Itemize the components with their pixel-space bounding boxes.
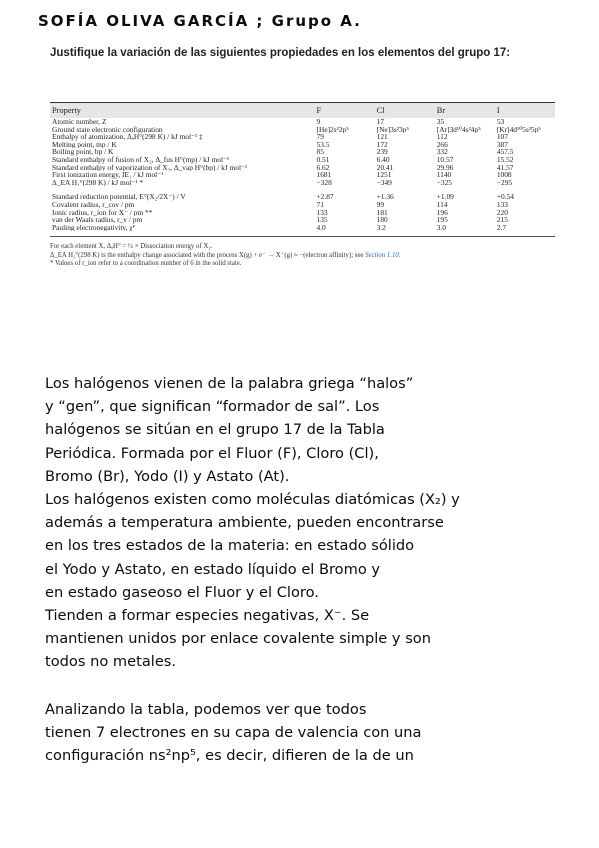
footnote-electron-affinity-text: Δ_EA H₁°(298 K) is the enthalpy change associated with the process X(g) + e⁻ → X⁻(g) ≈ −(electron affinity); see xyxy=(50,251,366,259)
handwritten-line: además a temperatura ambiente, pueden encontrarse xyxy=(45,514,444,532)
property-value-cell: 135 xyxy=(316,216,328,224)
property-value-cell: 387 xyxy=(496,140,508,149)
property-value-cell: 17 xyxy=(376,118,385,126)
property-value-cell: 6.62 xyxy=(316,163,330,172)
property-value-cell: 114 xyxy=(436,200,448,209)
handwritten-line: el Yodo y Astato, en estado líquido el Bromo y xyxy=(45,560,381,578)
footnote-atomization: For each element X, ΔₐH° = ½ × Dissociation energy of X₂. xyxy=(50,243,213,251)
property-value-cell: 1008 xyxy=(496,171,512,179)
table-row xyxy=(50,179,555,187)
property-value-cell: 29.96 xyxy=(436,163,454,172)
property-value-cell: 20.41 xyxy=(376,163,394,172)
column-header-property: Property xyxy=(50,103,315,118)
table-row xyxy=(50,156,555,164)
table-row xyxy=(50,118,555,126)
handwritten-paragraph-1 xyxy=(45,372,575,674)
property-value-cell: 332 xyxy=(436,148,448,156)
property-value-cell: 6.40 xyxy=(376,155,390,164)
property-value-cell: 215 xyxy=(496,216,508,224)
property-name-cell: Ionic radius, r_ion for X⁻ / pm ** xyxy=(52,208,153,217)
property-value-cell: 41.57 xyxy=(496,163,514,172)
footnote-electron-affinity xyxy=(50,252,555,260)
property-name-cell: Standard enthalpy of fusion of X₂, Δ_fus H°(mp) / kJ mol⁻¹ xyxy=(52,155,230,164)
property-value-cell: 53 xyxy=(496,118,505,126)
property-value-cell: 1140 xyxy=(436,171,452,179)
table-row xyxy=(50,164,555,172)
table-body-group1 xyxy=(50,118,555,186)
property-value-cell: 9 xyxy=(316,118,321,126)
property-name-cell: Melting point, mp / K xyxy=(52,140,117,149)
property-value-cell: −295 xyxy=(496,178,513,187)
property-value-cell: [Ne]3s²3p⁵ xyxy=(376,125,409,134)
column-header-br: Br xyxy=(435,103,495,118)
property-value-cell: −349 xyxy=(376,178,392,187)
property-value-cell: 71 xyxy=(316,200,324,209)
property-name-cell: van der Waals radius, r_v / pm xyxy=(52,216,143,224)
table-row xyxy=(50,141,555,149)
handwritten-line: en estado gaseoso el Fluor y el Cloro. xyxy=(45,583,319,601)
property-name-cell: Covalent radius, r_cov / pm xyxy=(52,200,135,209)
property-value-cell: 10.57 xyxy=(436,155,454,164)
property-value-cell: 220 xyxy=(496,208,508,217)
question-heading: Justifique la variación de las siguientes propiedades en los elementos del grupo 17: xyxy=(50,47,511,59)
handwritten-line: en los tres estados de la materia: en estado sólido xyxy=(45,537,415,555)
property-value-cell: [He]2s²2p⁵ xyxy=(316,125,349,134)
table-row xyxy=(50,148,555,156)
handwritten-line: tienen 7 electrones en su capa de valencia con una xyxy=(45,723,422,741)
footnote-ionic-radius: * Values of r_ion refer to a coordination number of 6 in the solid state. xyxy=(50,259,242,267)
handwritten-line: Periódica. Formada por el Fluor (F), Cloro (Cl), xyxy=(45,444,379,462)
property-value-cell: 3.2 xyxy=(376,223,386,232)
property-value-cell: 3.0 xyxy=(436,223,446,232)
handwritten-paragraph-2 xyxy=(45,698,575,768)
property-value-cell: 266 xyxy=(436,140,448,149)
student-name-group: SOFÍA OLIVA GARCÍA ; Grupo A. xyxy=(38,12,362,30)
property-name-cell: Enthalpy of atomization, ΔₐH°(298 K) / kJ mol⁻¹ ‡ xyxy=(52,133,203,141)
property-name-cell: Standard enthalpy of vaporization of X₂, Δ_vap H°(bp) / kJ mol⁻¹ xyxy=(52,163,248,172)
property-name-cell: Pauling electronegativity, χᴾ xyxy=(52,223,136,232)
handwritten-line: Los halógenos existen como moléculas diatómicas (X₂) y xyxy=(45,491,460,509)
property-value-cell: +0.54 xyxy=(496,193,514,201)
property-value-cell: 15.52 xyxy=(496,155,514,164)
handwritten-line: y “gen”, que significan “formador de sal”. Los xyxy=(45,398,380,416)
property-value-cell: 1681 xyxy=(316,171,332,179)
table-bottom-rule xyxy=(50,236,555,237)
property-name-cell: First ionization energy, IE₁ / kJ mol⁻¹ xyxy=(52,171,164,179)
property-value-cell: [Kr]4d¹⁰5s²5p⁵ xyxy=(496,125,541,134)
handwritten-line: Tienden a formar especies negativas, X⁻. Se xyxy=(45,607,370,625)
property-value-cell: 1251 xyxy=(376,171,392,179)
handwritten-line: configuración ns²np⁵, es decir, difieren de la de un xyxy=(45,747,414,765)
property-value-cell: 0.51 xyxy=(316,155,330,164)
table-row xyxy=(50,216,555,224)
handwritten-line: mantienen unidos por enlace covalente simple y son xyxy=(45,630,431,648)
table-body-group2 xyxy=(50,193,555,231)
property-value-cell: 2.7 xyxy=(496,223,507,232)
property-value-cell: 107 xyxy=(496,133,508,141)
property-value-cell: +1.36 xyxy=(376,193,394,201)
property-value-cell: 4.0 xyxy=(316,223,326,232)
table-footnotes xyxy=(50,243,555,268)
table-row xyxy=(50,201,555,209)
property-value-cell: 172 xyxy=(376,140,388,149)
property-value-cell: +2.87 xyxy=(316,193,334,201)
section-link[interactable]: Section 1.10. xyxy=(365,251,401,259)
column-header-f: F xyxy=(315,103,375,118)
table-row xyxy=(50,209,555,217)
halogen-properties-table xyxy=(50,102,555,268)
properties-table xyxy=(50,103,555,236)
property-value-cell: 195 xyxy=(436,216,448,224)
property-value-cell: +1.09 xyxy=(436,193,454,201)
handwritten-line: Los halógenos vienen de la palabra griega “halos” xyxy=(45,375,414,392)
property-value-cell: 85 xyxy=(316,148,324,156)
handwritten-line: halógenos se sitúan en el grupo 17 de la Tabla xyxy=(45,421,385,439)
property-name-cell: Boiling point, bp / K xyxy=(52,148,114,156)
property-value-cell: 79 xyxy=(316,133,324,141)
property-name-cell: Standard reduction potential, E°(X₂/2X⁻) / V xyxy=(52,193,186,201)
property-value-cell: 112 xyxy=(436,133,448,141)
property-value-cell: 35 xyxy=(436,118,445,126)
handwritten-answer xyxy=(45,372,575,767)
handwritten-line: Bromo (Br), Yodo (I) y Astato (At). xyxy=(45,467,290,485)
property-name-cell: Atomic number, Z xyxy=(52,118,107,126)
property-value-cell: 133 xyxy=(316,208,328,217)
handwritten-line: Analizando la tabla, podemos ver que todos xyxy=(45,700,367,718)
property-value-cell: 457.5 xyxy=(496,148,514,156)
table-row xyxy=(50,224,555,232)
property-value-cell: [Ar]3d¹⁰4s²4p⁵ xyxy=(436,125,481,134)
property-value-cell: 99 xyxy=(376,200,385,209)
property-value-cell: −328 xyxy=(316,178,332,187)
paragraph-gap xyxy=(45,674,575,698)
property-value-cell: −325 xyxy=(436,178,452,187)
table-row xyxy=(50,126,555,134)
property-value-cell: 181 xyxy=(376,208,388,217)
handwritten-line: todos no metales. xyxy=(45,653,177,671)
property-value-cell: 121 xyxy=(376,133,388,141)
table-header-row xyxy=(50,103,555,118)
column-header-i: I xyxy=(495,103,555,118)
table-row xyxy=(50,193,555,201)
table-row xyxy=(50,133,555,141)
property-value-cell: 239 xyxy=(376,148,388,156)
property-name-cell: Δ_EA H₁°(298 K) / kJ mol⁻¹ * xyxy=(52,178,144,187)
property-value-cell: 196 xyxy=(436,208,448,217)
property-value-cell: 180 xyxy=(376,216,388,224)
property-value-cell: 133 xyxy=(496,200,508,209)
table-row xyxy=(50,171,555,179)
property-name-cell: Ground state electronic configuration xyxy=(52,125,163,134)
property-value-cell: 53.5 xyxy=(316,140,330,149)
table-group-spacer xyxy=(50,186,555,193)
column-header-cl: Cl xyxy=(375,103,435,118)
